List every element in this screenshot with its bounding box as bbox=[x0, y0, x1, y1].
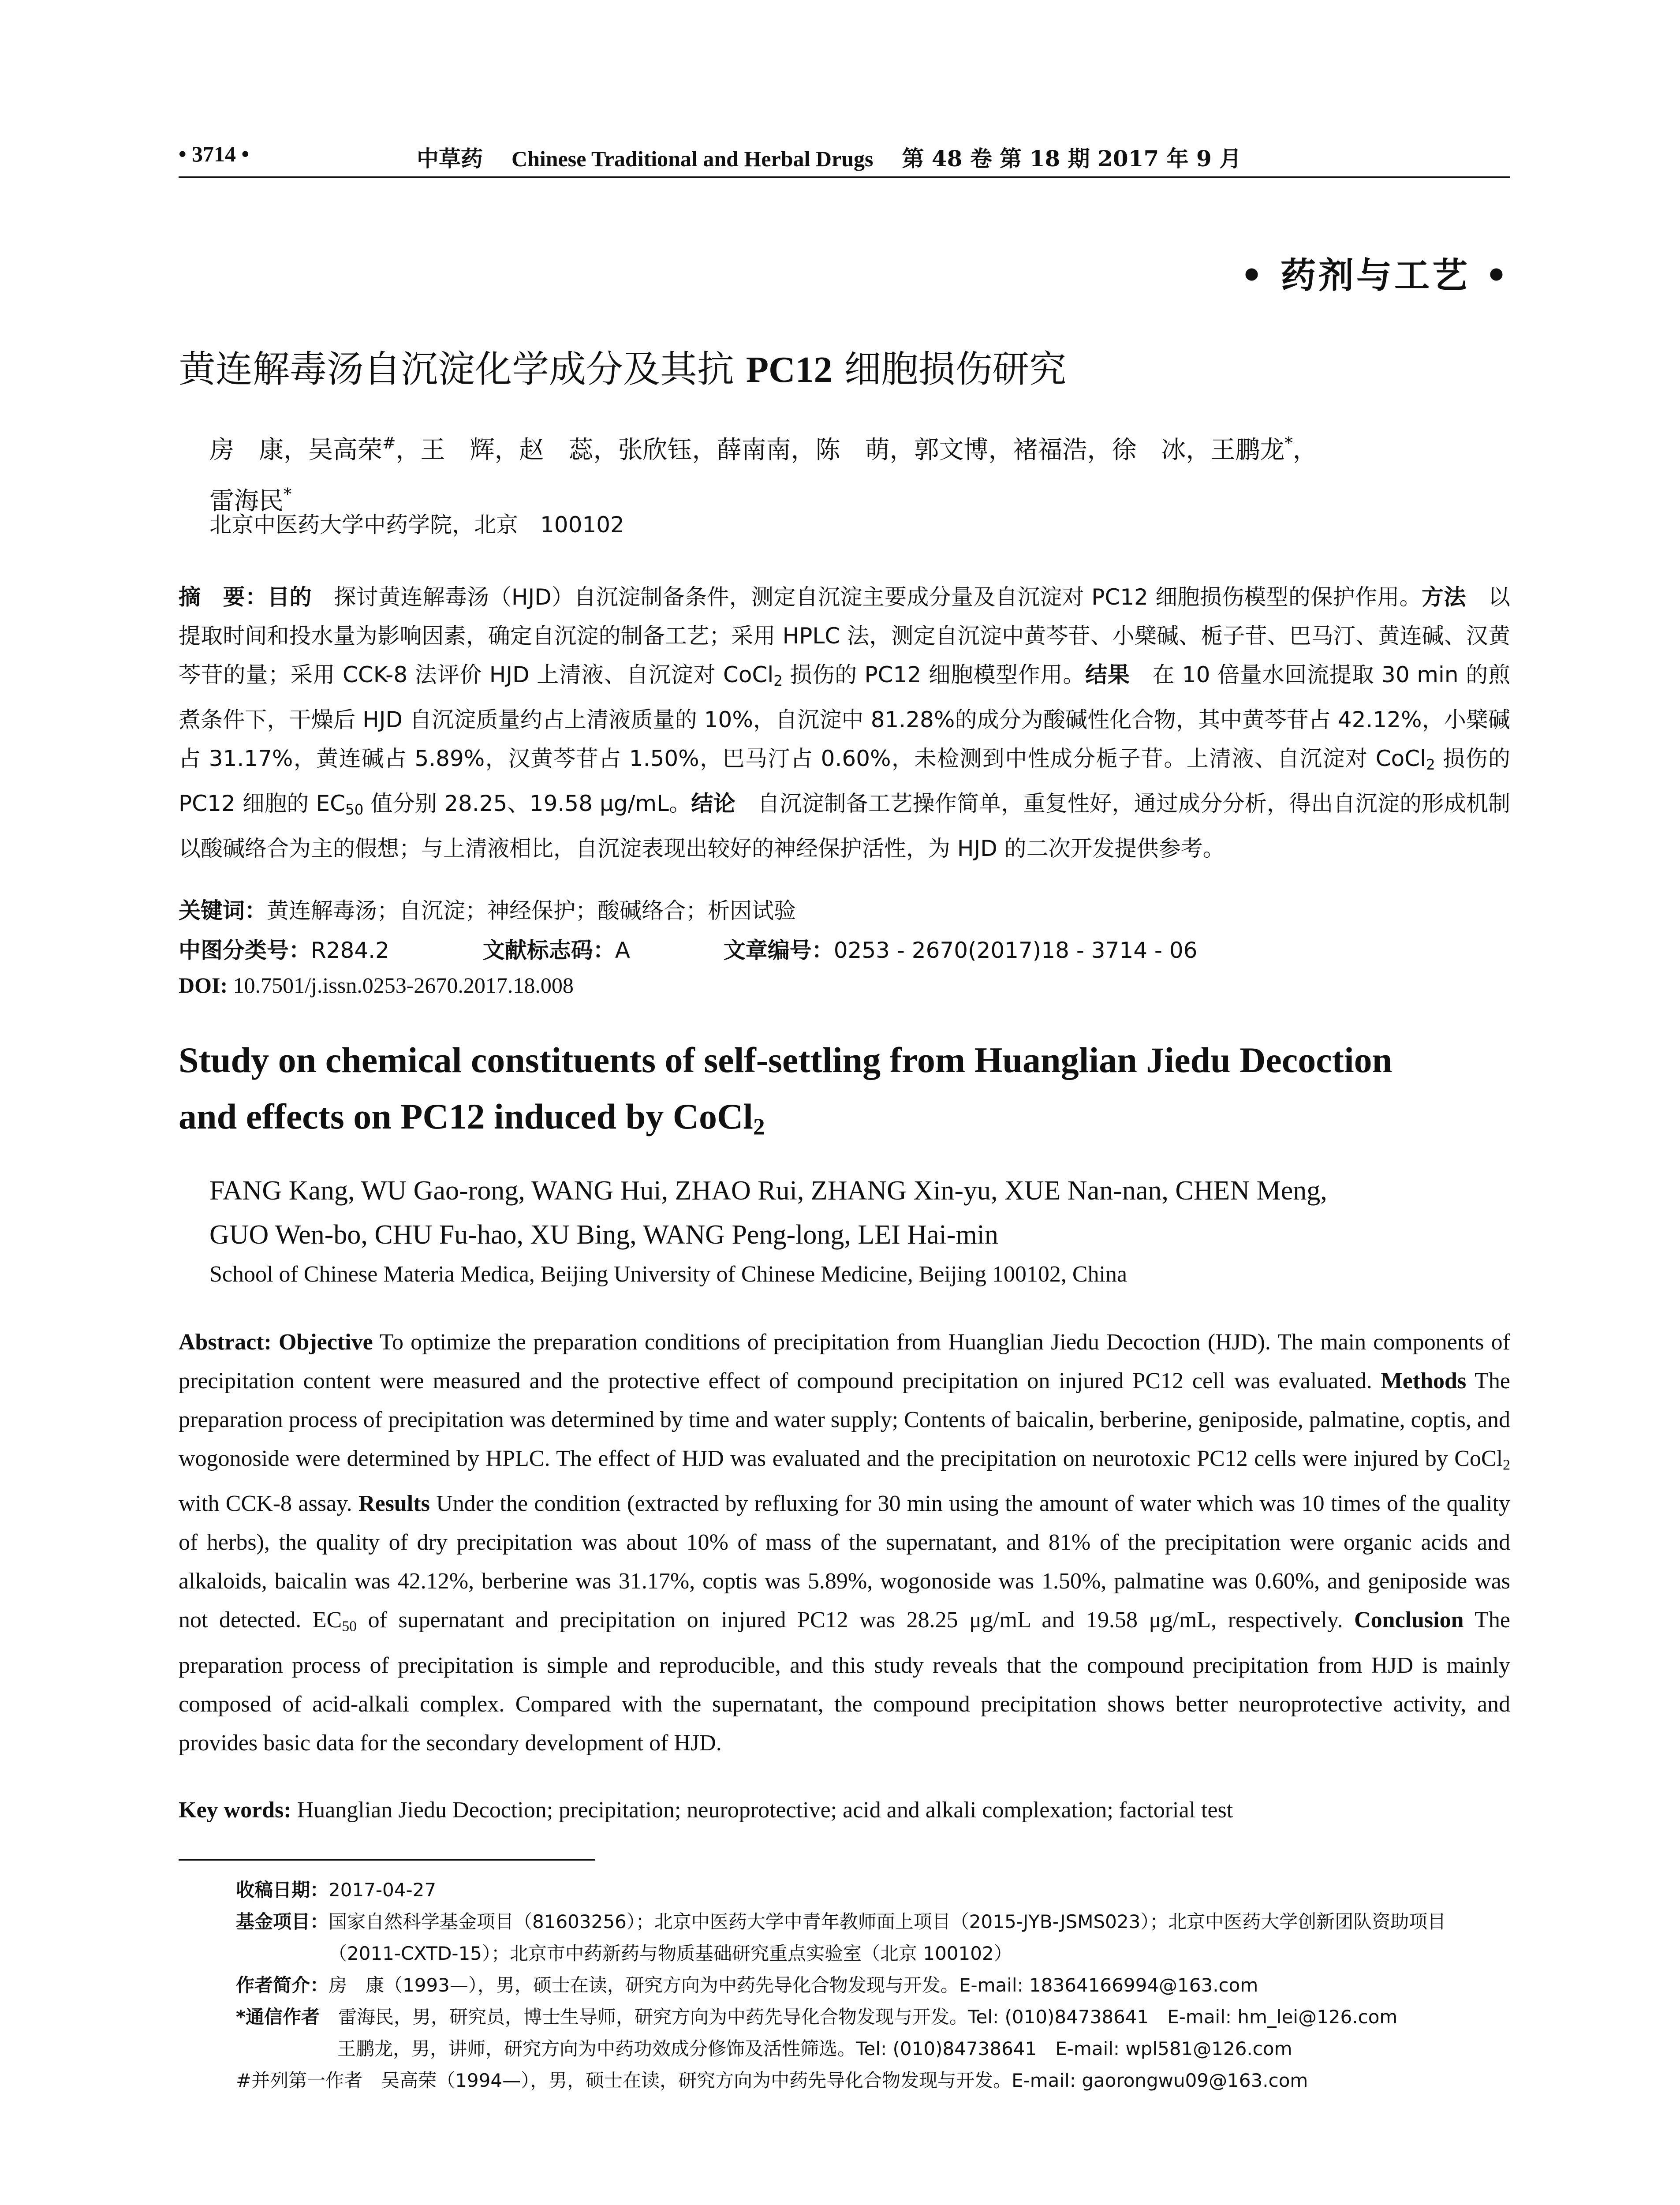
objective-en: To optimize the preparation conditions of precipitation from Huanglian Jiedu Decoction (HJD). The main components of precipitation content were measured and the protective effect of compound precipitation on injured PC12 cell was evaluated. bbox=[179, 1330, 1510, 1394]
title-en-sub: 2 bbox=[753, 1114, 765, 1140]
corr-value-1: 雷海民，男，研究员，博士生导师，研究方向为中药先导化合物发现与开发。Tel: (010)84738641 E-mail: hm_lei@126.com bbox=[319, 2006, 1398, 2028]
article-no-label: 文章编号： bbox=[723, 938, 834, 963]
title-en-line1: Study on chemical constituents of self-settling from Huanglian Jiedu Decoction bbox=[179, 1040, 1393, 1080]
doi-link[interactable]: 10.7501/j.issn.0253-2670.2017.18.008 bbox=[228, 973, 574, 998]
cofirst-value: #并列第一作者 吴高荣（1994—），男，硕士在读，研究方向为中药先导化合物发现与开发。E-mail: gaorongwu09@163.com bbox=[236, 2070, 1308, 2091]
authors-cn-a: 房 康，吴高荣 bbox=[209, 435, 382, 464]
doc-code-value: A bbox=[615, 938, 630, 963]
methods-en-sub: 2 bbox=[1503, 1457, 1510, 1473]
footnote-rule bbox=[179, 1859, 595, 1861]
abstract-cn bbox=[179, 578, 1510, 868]
results-cn-sub2: 50 bbox=[345, 801, 364, 818]
bio-label: 作者简介： bbox=[236, 1974, 329, 1996]
corresponding-mark: * bbox=[1284, 434, 1293, 452]
header-rule bbox=[179, 176, 1510, 178]
corresponding-mark-2: * bbox=[284, 484, 292, 504]
conclusion-cn: 自沉淀制备工艺操作简单，重复性好，通过成分分析，得出自沉淀的形成机制以酸碱络合为主的假想；与上清液相比，自沉淀表现出较好的神经保护活性，为 HJD 的二次开发提供参考。 bbox=[179, 791, 1510, 862]
results-cn-c: 值分别 28.25、19.58 μg/mL。 bbox=[363, 791, 691, 817]
journal-info bbox=[417, 141, 1241, 173]
results-en-b: of supernatant and precipitation on injured PC12 was 28.25 μg/mL and 19.58 μg/mL, respectively. bbox=[357, 1607, 1355, 1633]
received-label: 收稿日期： bbox=[236, 1879, 329, 1901]
title-cn bbox=[179, 340, 1066, 393]
corresponding-author bbox=[236, 2001, 1510, 2033]
clc-label: 中图分类号： bbox=[179, 938, 311, 963]
classification-line bbox=[179, 933, 1510, 964]
abstract-cn-label: 摘 要： bbox=[179, 584, 268, 610]
doi-label: DOI: bbox=[179, 973, 228, 998]
co-first-mark: # bbox=[382, 434, 396, 452]
authors-cn-b: ，王 辉，赵 蕊，张欣钰，薛南南，陈 萌，郭文博，褚福浩，徐 冰，王鹏龙 bbox=[396, 435, 1285, 464]
journal-name-en: Chinese Traditional and Herbal Drugs bbox=[511, 146, 874, 171]
title-cn-part1: 黄连解毒汤自沉淀化学成分及其抗 bbox=[179, 348, 746, 391]
fund-info bbox=[236, 1906, 1510, 1970]
article-no-value: 0253 - 2670(2017)18 - 3714 - 06 bbox=[833, 938, 1198, 963]
keywords-en-label: Key words: bbox=[179, 1798, 291, 1823]
bio-value: 房 康（1993—），男，硕士在读，研究方向为中药先导化合物发现与开发。E-mail: 18364166994@163.com bbox=[329, 1974, 1258, 1996]
footnotes bbox=[236, 1874, 1510, 2097]
authors-cn-line2: 雷海民 bbox=[209, 486, 284, 516]
results-en-a: Under the condition (extracted by refluxing for 30 min using the amount of water which was 10 times of the quality of herbs), the quality of dry precipitation was about 10% of mass of the supernatant, and 81% of the precipitation were organic acids and alkaloids, baicalin was 42.12%, berberine was 31.17%, coptis was 5.89%, wogonoside was 1.50%, palmatine was 0.60%, and geniposide was not detected. EC bbox=[179, 1491, 1510, 1633]
running-header bbox=[179, 141, 1510, 174]
section-label: • 药剂与工艺 • bbox=[1240, 254, 1510, 296]
conclusion-en-label: Conclusion bbox=[1354, 1607, 1464, 1633]
methods-cn-label: 方法 bbox=[1422, 584, 1466, 610]
title-cn-part3: 细胞损伤研究 bbox=[832, 348, 1067, 391]
affiliation-cn: 北京中医药大学中药学院，北京 100102 bbox=[209, 512, 624, 538]
affiliation-en: School of Chinese Materia Medica, Beijing University of Chinese Medicine, Beijing 100102, China bbox=[209, 1262, 1127, 1287]
received-value: 2017-04-27 bbox=[329, 1879, 437, 1901]
methods-cn-b: 损伤的 PC12 细胞模型作用。 bbox=[782, 662, 1086, 688]
corr-value-2: 王鹏龙，男，讲师，研究方向为中药功效成分修饰及活性筛选。Tel: (010)84738641 E-mail: wpl581@126.com bbox=[337, 2038, 1292, 2059]
doc-code-label: 文献标志码： bbox=[482, 938, 615, 963]
title-en bbox=[179, 1032, 1510, 1155]
results-cn-sub1: 2 bbox=[1426, 756, 1435, 774]
conclusion-cn-label: 结论 bbox=[691, 791, 735, 817]
fund-value: 国家自然科学基金项目（81603256）；北京中医药大学中青年教师面上项目（2015-JYB-JSMS023）；北京中医药大学创新团队资助项目（2011-CXTD-15）；北京市中药新药与物质基础研究重点实验室（北京 100102） bbox=[329, 1911, 1446, 1964]
corresponding-author-2 bbox=[236, 2033, 1510, 2065]
co-first-author bbox=[236, 2065, 1510, 2097]
title-en-line2: and effects on PC12 induced by CoCl bbox=[179, 1096, 753, 1136]
conclusion-en: The preparation process of precipitation is simple and reproducible, and this study reveals that the compound precipitation from HJD is mainly composed of acid-alkali complex. Compared with the supernatant, the compound precipitation shows better neuroprotective activity, and provides basic data for the secondary development of HJD. bbox=[179, 1607, 1511, 1756]
results-cn-a: 在 10 倍量水回流提取 30 min 的煎煮条件下，干燥后 HJD 自沉淀质量约占上清液质量的 10%，自沉淀中 81.28%的成分为酸碱性化合物，其中黄芩苷占 42.12%，小檗碱占 31.17%，黄连碱占 5.89%，汉黄芩苷占 1.50%，巴马汀占 0.60%，未检测到中性成分栀子苷。上清液、自沉淀对 CoCl bbox=[179, 662, 1510, 772]
fund-label: 基金项目： bbox=[236, 1911, 329, 1932]
keywords-en bbox=[179, 1797, 1510, 1823]
page-number: • 3714 • bbox=[179, 142, 250, 166]
doi-line bbox=[179, 972, 574, 998]
journal-name-cn: 中草药 bbox=[417, 146, 483, 172]
objective-cn: 探讨黄连解毒汤（HJD）自沉淀制备条件，测定自沉淀主要成分量及自沉淀对 PC12 细胞损伤模型的保护作用。 bbox=[311, 584, 1422, 610]
authors-en-line1: FANG Kang, WU Gao-rong, WANG Hui, ZHAO Rui, ZHANG Xin-yu, XUE Nan-nan, CHEN Meng, bbox=[209, 1176, 1327, 1206]
objective-en-label: Objective bbox=[278, 1330, 373, 1355]
methods-en-label: Methods bbox=[1381, 1368, 1467, 1394]
authors-cn-c: ， bbox=[1292, 435, 1318, 464]
keywords-cn-text: 黄连解毒汤；自沉淀；神经保护；酸碱络合；析因试验 bbox=[267, 898, 796, 923]
title-cn-part2: PC12 bbox=[746, 349, 833, 390]
author-bio bbox=[236, 1970, 1510, 2001]
results-cn-label: 结果 bbox=[1085, 662, 1130, 688]
corr-label: *通信作者 bbox=[236, 2006, 320, 2028]
abstract-en-label: Abstract: bbox=[179, 1330, 279, 1355]
methods-cn-a: 以提取时间和投水量为影响因素，确定自沉淀的制备工艺；采用 HPLC 法，测定自沉淀中黄芩苷、小檗碱、栀子苷、巴马汀、黄连碱、汉黄芩苷的量；采用 CCK-8 法评价 HJD 上清液、自沉淀对 CoCl bbox=[179, 584, 1510, 688]
received-date bbox=[236, 1874, 1510, 1906]
keywords-cn bbox=[179, 893, 796, 925]
results-cn-b: 损伤的 PC12 细胞的 EC bbox=[179, 746, 1510, 817]
results-en-sub: 50 bbox=[342, 1618, 357, 1635]
journal-issue: 第 48 卷 第 18 期 2017 年 9 月 bbox=[902, 146, 1242, 172]
clc-value: R284.2 bbox=[311, 938, 389, 963]
authors-en bbox=[209, 1169, 1510, 1257]
abstract-en bbox=[179, 1323, 1510, 1763]
methods-en-a: The preparation process of precipitation was determined by time and water supply; Contents of baicalin, berberine, geniposide, palmatine, coptis, and wogonoside were determined by HPLC. The effect of HJD was evaluated and the precipitation on neurotoxic PC12 cells were injured by CoCl bbox=[179, 1368, 1510, 1471]
methods-cn-sub: 2 bbox=[773, 673, 783, 690]
keywords-en-text: Huanglian Jiedu Decoction; precipitation; neuroprotective; acid and alkali complexation; factorial test bbox=[291, 1798, 1233, 1823]
methods-en-b: with CCK-8 assay. bbox=[179, 1491, 359, 1517]
results-en-label: Results bbox=[358, 1491, 430, 1517]
objective-cn-label: 目的 bbox=[267, 584, 312, 610]
authors-en-line2: GUO Wen-bo, CHU Fu-hao, XU Bing, WANG Peng-long, LEI Hai-min bbox=[209, 1220, 998, 1250]
keywords-cn-label: 关键词： bbox=[179, 898, 267, 923]
